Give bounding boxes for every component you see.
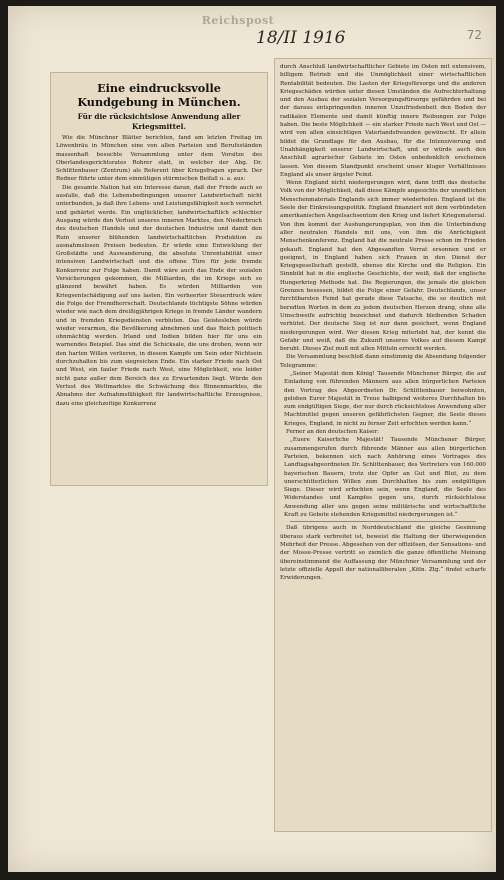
newspaper-masthead-stamp: Reichspost — [201, 14, 275, 27]
divider — [290, 521, 476, 522]
article-paragraph: Wie die Münchner Blätter berichten, fand am letzten Freitag im Löwenbräu in München eine von allen Parteien und Berufsständen massenhaft besuchte Versammlung unter dem Vorsitze des Oberlandesgerichtsrates Rohrer statt, in welcher der Abg. Dr. Schlittenbauer (Zentrum) als Referent über Kriegsfragen sprach. Der Redner führte unter dem einmütigen stürmischen Beifall u. a. aus: — [56, 135, 262, 183]
article-paragraph: durch Anschluß landwirtschaftlicher Gebiete im Osten mit extensivem, billigem Betrieb und die Unmöglichkeit einer wirtschaftlichen Rentabilität bedeuten. Die Lasten der Kriegsfürsorge und die anderen Kriegsschäden würden unter diesen Umständen die Aufrechterhaltung und den Ausbau der sozialen Versorgungsfürsorge gefährden und bei der daraus entspringenden inneren Unzufriedenheit den Boden der radikalen Elemente und damit künftig innere Reibungen zur Folge haben. Die beste Möglichkeit — ein starker Friede nach West und Ost — wird von allen einsichtigen Vaterlandsfreunden gewünscht. Er allein bildet die Grundlage für den Ausbau, für die Intensivierung und Unabhängigkeit unserer Landwirtschaft, und er würde auch den Anschluß agrarischer Gebiete im Osten unbedenklich erscheinen lassen. Von diesem Standpunkt erscheint unser kluger Verhältnisses England als unser ärgster Feind. — [280, 64, 486, 178]
telegram-king: „Seiner Majestät dem König! Tausende Münchener Bürger, die auf Einladung von führenden Männern aus allen bürgerlichen Parteien den Vortrag des Abgeordneten Dr. Schlittenbauer beiwohnten, geloben Eurer Majestät in Treue halbigend weiteres Durchhalten bis zum endgültigen Siege, der nur durch rücksichtslose Anwendung aller Machtmittel gegen unseren gefährlichsten Gegner, die Seele dieses Krieges, England, in nicht zu ferner Zeit erfochten werden kann.“ — [284, 370, 486, 427]
handwritten-date: 18/II 1916 — [256, 28, 346, 48]
article-subheadline: Für die rücksichtslose Anwendung aller Kriegsmittel. — [77, 112, 241, 131]
clipping-column-right — [274, 58, 492, 832]
article-paragraph: Ferner an den deutschen Kaiser: — [286, 429, 379, 436]
article-paragraph: Die gesamte Nation hat ein Interesse daran, daß der Friede auch so ausfalle, daß die Lebensbedingungen unserer Landwirtschaft nicht unterbunden, ja daß ihre Lebens- und Leistungsfähigkeit noch vermehrt und gehärtet werde. Ein unglücklicher, landwirtschaftlich schlechter Ausgang würde den Verlust unseres inneren Marktes, den Niederbruch des deutschen Handels und der deutschen Industrie und damit den Ruin unserer blühenden landwirtschaftlichen Produktion zu ausnahmslosen Preisen bedeuten. Er würde eine Entwicklung der Großstädte und Auswanderung, die absolute Unrentabilität einer intensiven Landwirtschaft und die offene Türe für jede fremde Konkurrenz zur Folge haben. Damit wäre auch das Ende der sozialen Versicherungen gekommen, die Milliarden, die im Kriege sich so glänzend bewährt haben. Es würden Milliarden von Kriegsentschädigung auf uns lasten. Ein verheerter Steuerdruck wäre die Folge der Fremdherrschaft. Deutschlands tüchtigste Söhne würden wieder wie nach dem dreißigjährigen Kriege in fremde Länder wandern und in fremden Kriegsdiensten verbluten. Das Geistesleben würde wieder verarmen, die Bevölkerung abnehmen und das Reich politisch ohnmächtig werden. Irland und Indien bilden hier für uns ein warnendes Beispiel. Das sind die Schicksale, die uns drohen, wenn wir den harten Willen verlieren, in diesem Kampfe um Sein oder Nichtsein durchzuhalten bis zum siegreichen Ende. Ein starker Friede nach Ost und West, ein fauler Friede nach West, eine Möglichkeit, wie leider nicht ganz außer dem Bereich des zu Erwartenden liegt. Würde den Verlust des Weltmarktes die Schwächung des Binnenmarktes, die Abnahme der Aufnahmsfähigkeit für landwirtschaftliche Erzeugnisse, dazu eine gleichzeitige Konkurrenz — [56, 184, 262, 407]
article-paragraph: Die Versammlung beschloß dann einstimmig die Absendung folgender Telegramme: — [280, 354, 486, 369]
archive-sheet — [8, 6, 496, 872]
archive-number: 72 — [466, 28, 482, 42]
telegram-kaiser: „Euere Kaiserliche Majestät! Tausende Münchener Bürger, zusammengerufen durch führende Männer aus allen bürgerlichen Parteien, bekennen sich nach Anhörung eines Vortrages des Landtagsabgeordneten Dr. Schlittenbauer, des Vertreters von 160.000 bayerischen Bauern, trotz der Opfer an Gut und Blut, zu dem unerschütterlichen Willen zum Durchhalten bis zum endgültigen Siege. Dieser wird erfochten sein, wenn England, die Seele des Widerstandes und Kampfes gegen uns, durch rücksichtslose Anwendung aller uns gegen seine militärische und wirtschaftliche Kraft zu Gebote stehenden Kriegsmittel niedergerungen ist.“ — [284, 437, 486, 519]
article-paragraph: Daß übrigens auch in Norddeutschland die gleiche Gesinnung überaus stark verbreitet ist, beweist die Haltung der überwiegenden Mehrheit der Presse. Abgesehen von der offiziösen, der Sensations- und der Mosse-Presse vertritt so ziemlich die ganze öffentliche Meinung übereinstimmend die Auffassung der Münchner Versammlung und der letzte offizielle Appell der nationalliberalen „Köln. Ztg.“ findet scharfe Erwiderungen. — [280, 525, 486, 582]
clipping-column-left — [50, 72, 268, 486]
article-paragraph: Wenn England nicht niedergerungen wird, dann trifft das deutsche Volk von der Möglichkeit, daß diese Kämpfe angesichts der unendlichen Menschenmaterials Englands sich immer wiederholen. England ist die Seele der Einkreisungspolitik. England finanziert mit dem verbündeten amerikanischen Angelsachsentum den Krieg und liefert Kriegsmaterial. Von ihm kommt der Aushungerungsplan, von ihm die Unterbindung aller neutralen Handels mit uns, von ihm die Anrüchigkeit Menschenkonferenz. England hat die neutrale Presse schon im Frieden gekauft. England hat den Abgesandten Verrat ersonnen und er geeignet, in England haben sich Frauen in den Dienst der Kriegsgesellschaft gestellt, ebenso die Kirche und die Religion. Ein Sinnbild hat in die englische Geschichte, der weiß, daß der englische Hungerkrieg Methode hat. Die Regierungen, die jemals die gleichen Grenzen besessen, bildet die Folge einer Gefahr. Deutschlands, unser furchtbarsten Feind hat gerade diese Tatsache, die so deutlich mit beredten Worten in dem zu jedem deutschen Herzen drang, ohne alle Umschweife aufrichtig bezeichnet und dadurch bleibenden Schaden verhütet. Der deutsche Sieg ist nur dann gesichert, wenn England niedergerungen wird. Wer diesen Krieg miterlebt hat, der kennt die Gefahr und weiß, daß die Zukunft unseres Volkes auf diesem Kampf beruht. Dieses Ziel muß mit allen Mitteln erreicht werden. — [280, 180, 486, 353]
article-headline: Eine eindrucksvolle Kundgebung in München. — [77, 81, 241, 109]
